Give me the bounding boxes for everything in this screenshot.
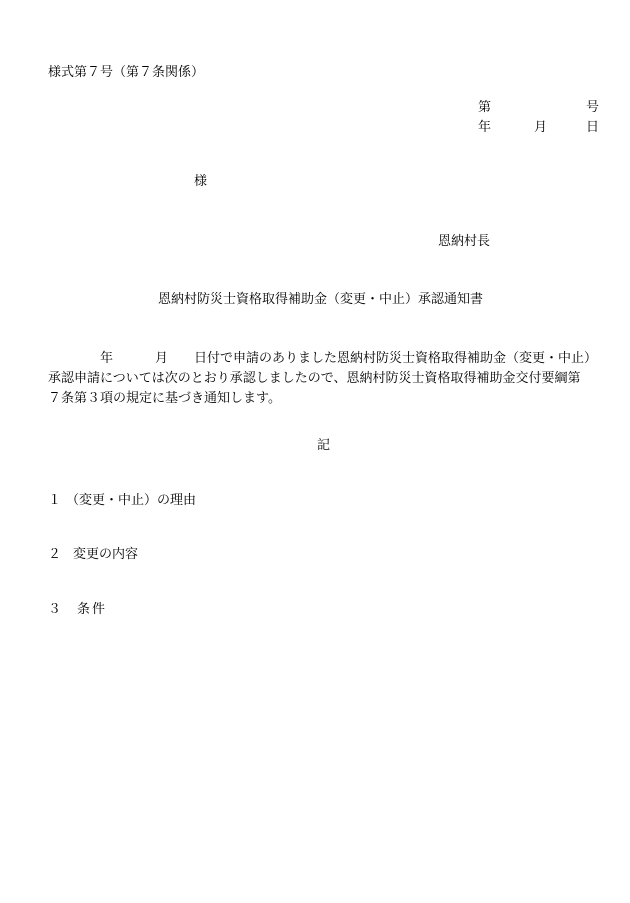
list-item-text: 条件: [77, 602, 108, 617]
form-label: 様式第７号（第７条関係）: [48, 65, 205, 80]
document-title: 恩納村防災士資格取得補助金（変更・中止）承認通知書: [158, 292, 484, 307]
ki-heading: 記: [317, 438, 331, 453]
list-item-text: （変更・中止）の理由: [66, 493, 197, 508]
list-item-number: ２: [48, 547, 62, 562]
list-item-number: １: [48, 493, 62, 508]
doc-date-month: 月: [534, 120, 548, 135]
notice-body-line-2: 承認申請については次のとおり承認しましたので、恩納村防災士資格取得補助金交付要綱第: [48, 371, 581, 386]
addressee-suffix: 様: [194, 174, 208, 189]
list-item-number: ３: [48, 602, 62, 617]
notice-body-line-3: ７条第３項の規定に基づき通知します。: [48, 391, 281, 406]
list-item: [48, 548, 138, 561]
issuer-name: 恩納村長: [438, 234, 491, 249]
doc-number-prefix: 第: [478, 100, 492, 115]
notice-body: [48, 349, 608, 409]
list-item-text: 変更の内容: [73, 547, 139, 562]
list-item: [48, 494, 196, 507]
doc-number-suffix: 号: [586, 100, 600, 115]
notice-body-line-1: [48, 349, 608, 369]
doc-date-day: 日: [586, 120, 600, 135]
doc-date-year: 年: [478, 120, 492, 135]
body-line-1-text: 日付で申請のありました恩納村防災士資格取得補助金（変更・中止）: [194, 351, 598, 366]
body-date-month: 月: [155, 351, 169, 366]
body-date-year: 年: [100, 351, 114, 366]
list-item: [48, 603, 107, 616]
